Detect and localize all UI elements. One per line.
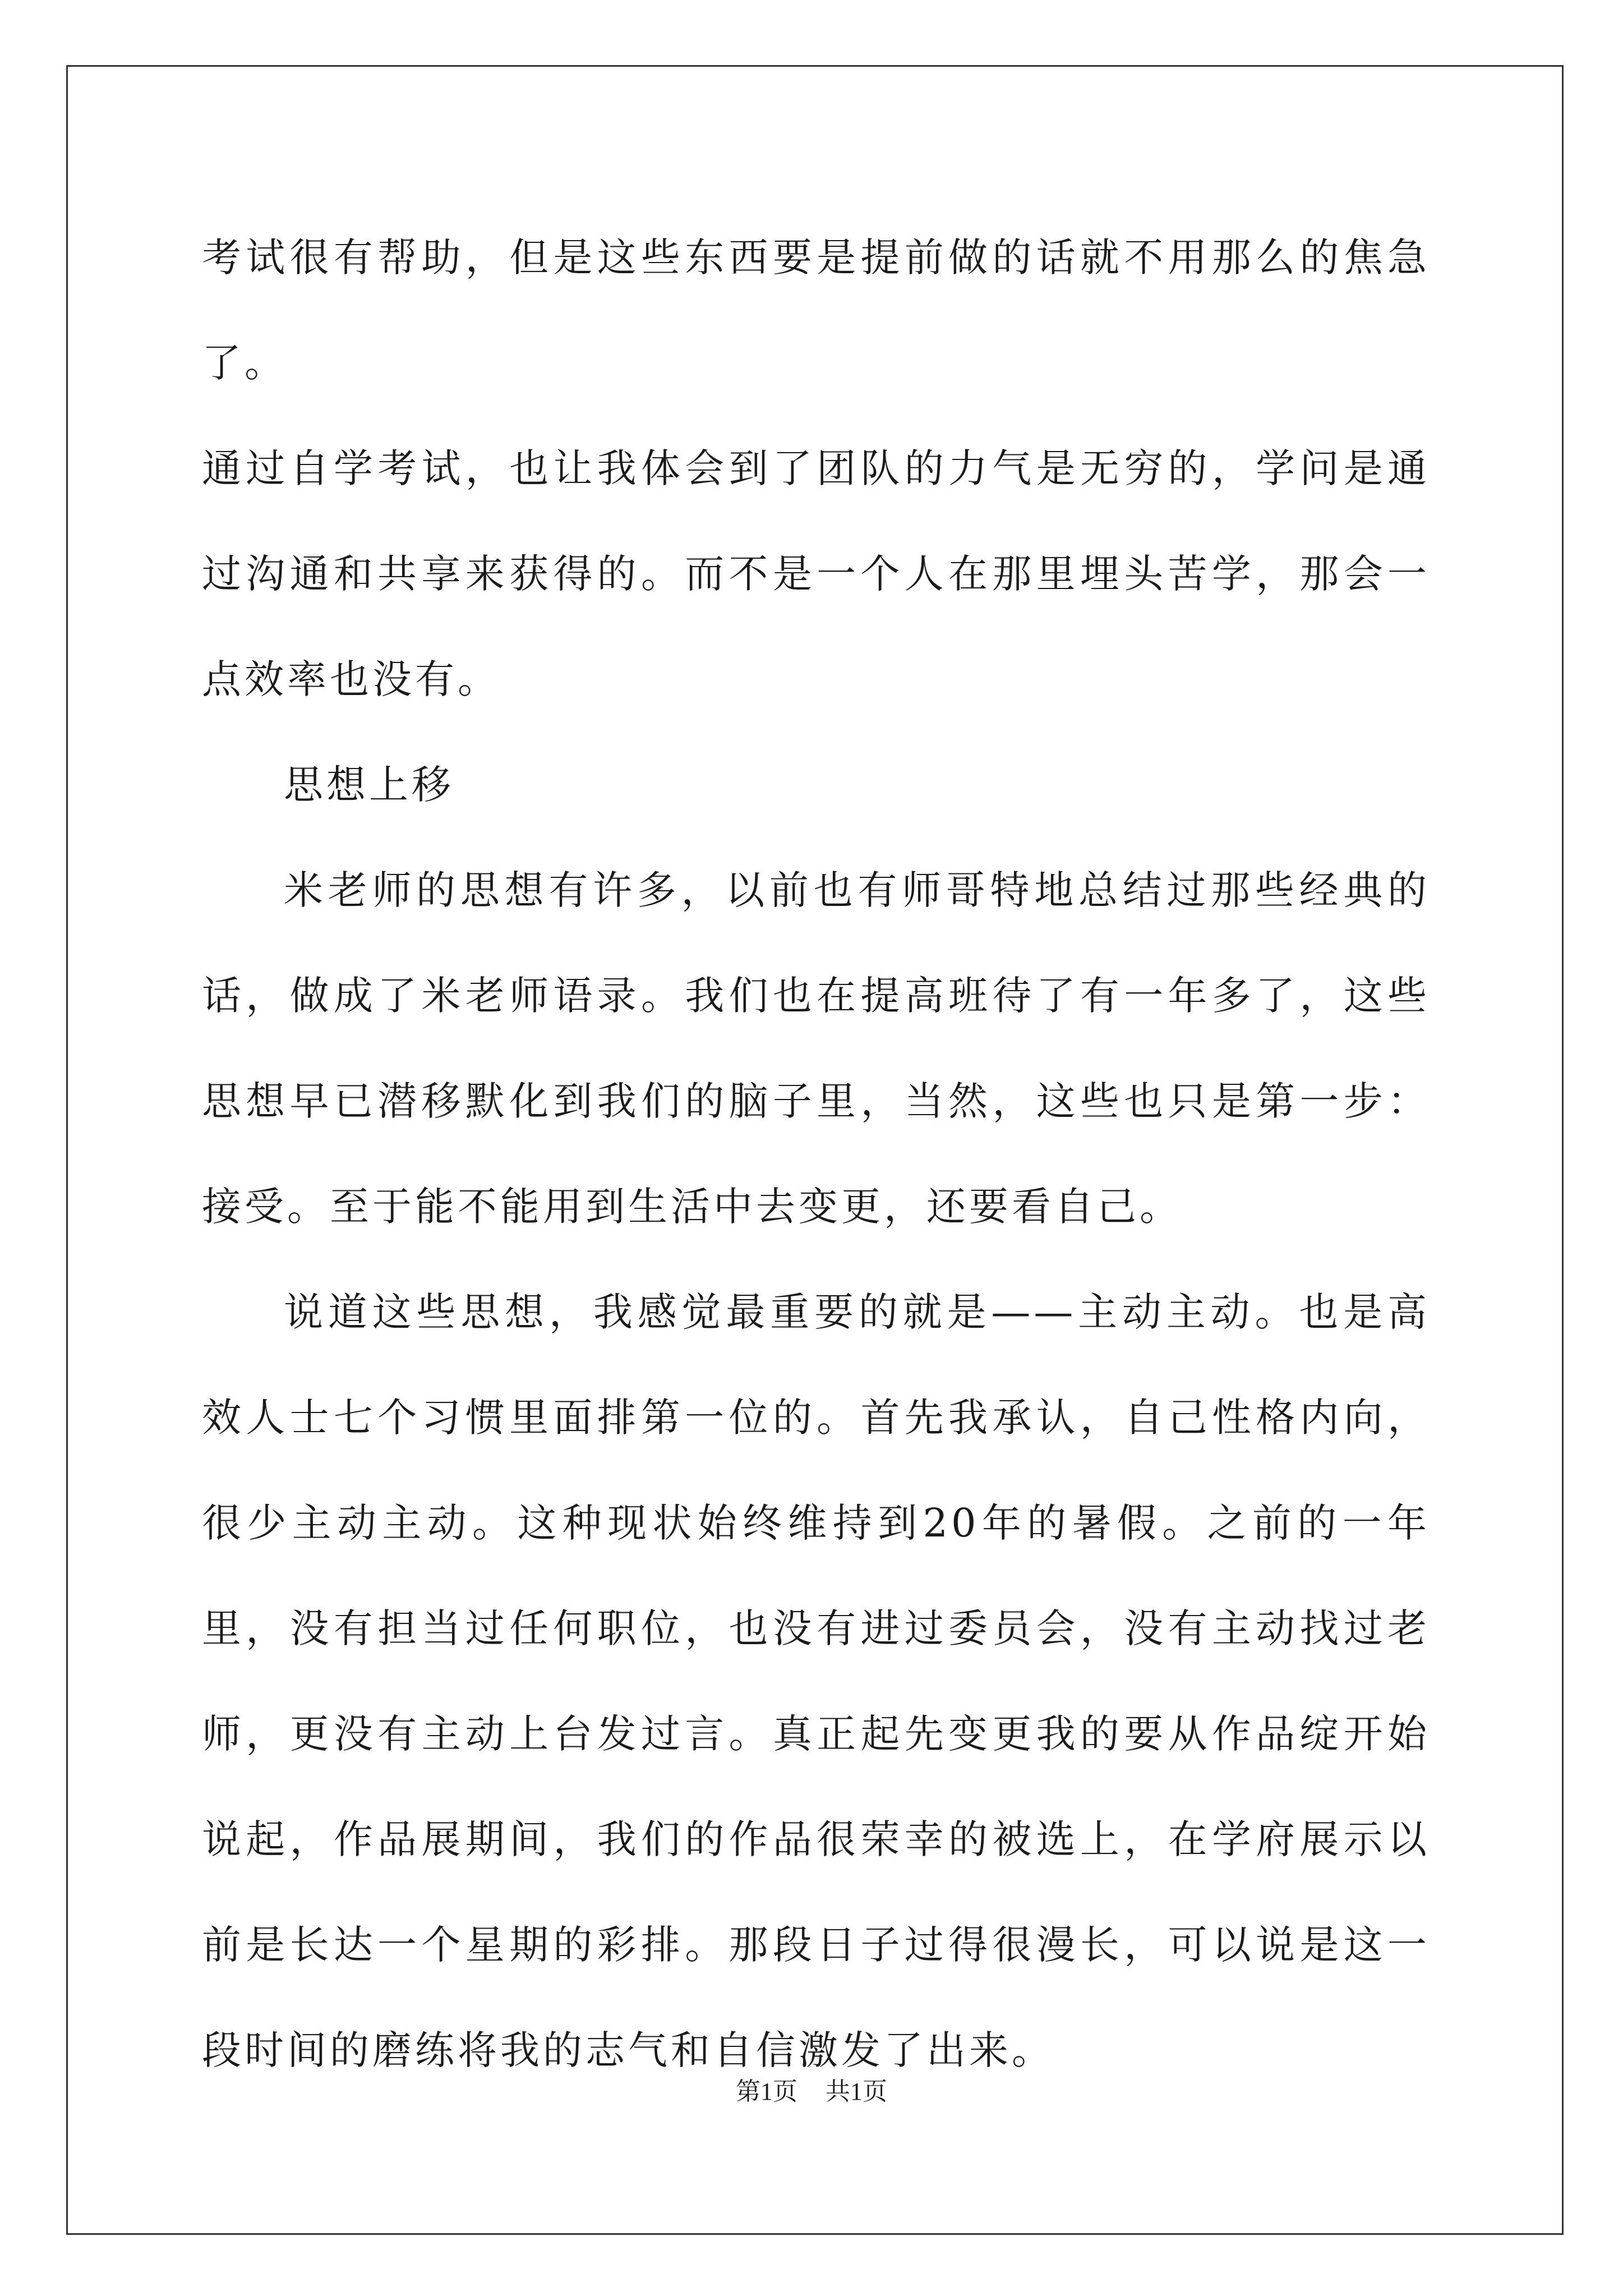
paragraph-3: 米老师的思想有许多，以前也有师哥特地总结过那些经典的话，做成了米老师语录。我们也在提高班待了有一年多了，这些思想早已潜移默化到我们的脑子里，当然，这些也只是第一步：接受。至于能不能用到生活中去变更，还要看自己。 [202, 867, 1430, 1230]
document-body [202, 205, 1430, 2103]
paragraph-4: 说道这些思想，我感觉最重要的就是——主动主动。也是高效人士七个习惯里面排第一位的。首先我承认，自己性格内向，很少主动主动。这种现状始终维持到20年的暑假。之前的一年里，没有担当过任何职位，也没有进过委员会，没有主动找过老师，更没有主动上台发过言。真正起先变更我的要从作品绽开始说起，作品展期间，我们的作品很荣幸的被选上，在学府展示以前是长达一个星期的彩排。那段日子过得很漫长，可以说是这一段时间的磨练将我的志气和自信激发了出来。 [202, 1289, 1430, 2073]
paragraph-1: 考试很有帮助，但是这些东西要是提前做的话就不用那么的焦急了。 [202, 234, 1430, 386]
paragraph-2: 通过自学考试，也让我体会到了团队的力气是无穷的，学问是通过沟通和共享来获得的。而不是一个人在那里埋头苦学，那会一点效率也没有。 [202, 445, 1430, 702]
page-total: 共1页 [826, 2078, 887, 2105]
page-number: 第1页 [736, 2078, 797, 2105]
section-heading: 思想上移 [284, 762, 454, 808]
page-footer [0, 2071, 1623, 2107]
